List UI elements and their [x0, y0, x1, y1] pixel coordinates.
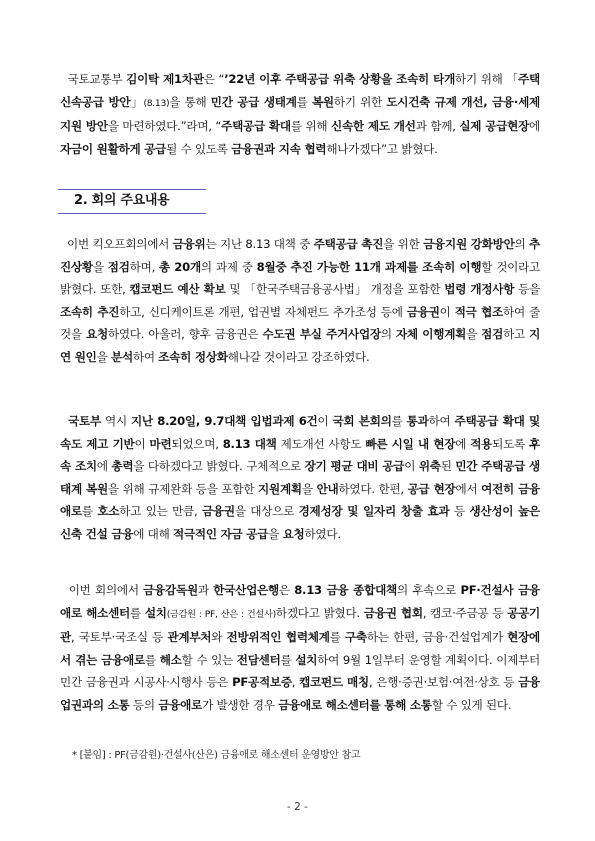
text-run-bold: 주택 신속공급 방안 — [60, 72, 540, 109]
text-run-bold: 마련 — [149, 436, 172, 451]
text-run: 을 마련하였다.”라며, “ — [107, 119, 222, 134]
text-run-bold: 도시건축 규제 개선, 금융·세제 지원 방안 — [60, 94, 540, 134]
section-heading — [58, 189, 206, 213]
text-run-bold: 금융애로 — [158, 697, 203, 712]
text-run: 를 — [329, 630, 345, 645]
text-run: 제도개선 사항도 — [276, 436, 366, 451]
text-run-bold: 조속히 추진 — [60, 304, 120, 319]
text-run-bold: 신속한 제도 개선 — [331, 119, 416, 134]
text-run: 해나가겠다”고 밝혔다. — [326, 141, 438, 156]
text-run: 및 「한국주택금융공사법」 개정을 포함한 — [225, 282, 445, 297]
text-run-bold: 추진상황 — [60, 237, 540, 274]
text-run: 할 수 있는 — [181, 652, 237, 667]
text-run-bold: 통과 — [406, 414, 429, 428]
text-run-bold: 여전히 금융 애로 — [60, 481, 541, 519]
text-run: 를 — [144, 652, 160, 667]
text-run: 하기 위한 — [333, 94, 387, 109]
text-run: 을 — [92, 259, 108, 274]
text-run: 하여 9월 1일부터 운영할 계획이다. 이제부터 민간 금융권과 시공사·시행사 등은 — [60, 652, 541, 690]
text-run-bold: 요청 — [86, 327, 108, 342]
text-run-bold: 공급 현장 — [407, 481, 456, 496]
text-run: , 은행·증권·보험·여전·상호 등 — [368, 675, 519, 690]
text-run-bold: 수도권 부실 주거사업장 — [262, 327, 381, 342]
text-run: 이 — [317, 414, 333, 428]
text-run: 과 함께, — [415, 119, 460, 134]
text-run-bold: 캡코펀드 예산 확보 — [129, 282, 226, 297]
text-run-bold: 금융애로 해소센터를 통해 소통 — [278, 697, 432, 712]
text-run-bold: 한국산업은행 — [213, 583, 279, 597]
text-run-bold: 적용 — [470, 436, 493, 451]
text-run: 된 — [440, 459, 456, 474]
section-rule-top — [58, 189, 206, 190]
text-run: 등을 — [514, 282, 541, 297]
text-run: 되었으며, — [171, 436, 223, 451]
text-run: 될 수 있도록 — [166, 141, 232, 156]
text-run-bold: 점검 — [481, 327, 504, 342]
text-run-small: (8.13) — [143, 97, 170, 109]
text-run-bold: 분석 — [111, 349, 133, 364]
text-run: 하여 — [132, 349, 159, 364]
text-run: 을 위해 규제완화 등을 포함한 — [107, 481, 259, 496]
paragraph-vice-minister-quote — [60, 68, 540, 160]
text-run-bold: 국토부 — [68, 414, 101, 428]
text-run-bold: 실제 공급현장 — [459, 119, 530, 134]
text-run: , 국토부·국조실 등 — [70, 630, 168, 645]
text-run: 이번 킥오프회의에서 — [67, 237, 173, 251]
text-run-bold: 금융감독원 — [143, 583, 198, 597]
text-run: 과 — [197, 583, 214, 597]
text-run: 를 위해 — [290, 119, 332, 134]
text-run-bold: 금융권과 지속 협력 — [231, 141, 327, 156]
text-run-bold: 총력 — [111, 459, 134, 474]
text-run-bold: 적극적인 자금 공급 — [173, 526, 269, 541]
text-run-bold: 공공기관 — [60, 605, 540, 645]
text-run-bold: 생산성이 높은 신축 건설 금융 — [60, 504, 540, 541]
text-run: 의 과제 중 — [200, 259, 257, 274]
text-run-bold: PF·건설사 금융애로 해소센터 — [60, 583, 540, 620]
text-run: 이 — [404, 459, 419, 474]
text-run: 을 대상으로 — [234, 504, 299, 519]
text-run-bold: 주택공급 확대 및 속도 제고 기반 — [60, 414, 540, 451]
text-run: 을 — [268, 526, 283, 541]
text-run: 의 — [514, 237, 530, 251]
text-run-bold: ’22년 이후 주택공급 위축 상황을 조속히 타개 — [224, 72, 456, 86]
text-run-bold: 복원 — [311, 94, 334, 109]
text-run-bold: 주택공급 촉진 — [313, 237, 384, 251]
text-run: 을 다하겠다고 밝혔다. 구체적으로 — [133, 459, 305, 474]
text-run-bold: 빠른 시일 내 현장 — [365, 436, 456, 451]
text-run: 을 통해 — [169, 94, 211, 109]
text-run: 하였다. 아울러, 향후 금융권은 — [107, 327, 263, 342]
paragraph-fsc — [60, 233, 540, 369]
text-run-bold: 전방위적인 협력체계 — [226, 630, 330, 645]
paragraph-fss-kdb — [60, 579, 540, 717]
text-run: 하는 한편, 금융·건설업계가 — [366, 630, 508, 645]
text-run: 역시 — [100, 414, 131, 428]
text-run-bold: 금융업권과의 소통 — [60, 675, 541, 712]
text-run: 은 — [278, 583, 295, 597]
text-run: 를 — [81, 504, 98, 519]
text-run: 를 — [280, 652, 296, 667]
text-run: 하여 — [428, 414, 455, 428]
section-rule-bottom — [58, 213, 206, 214]
text-run: 에 — [455, 436, 471, 451]
text-run: 하고 — [503, 327, 530, 342]
text-run-bold: 금융지원 강화방안 — [423, 237, 515, 251]
text-run: 가 발생한 경우 — [202, 697, 279, 712]
text-run-bold: 자금이 원활하게 공급 — [60, 141, 167, 156]
text-run-bold: 8.13 대책 — [222, 436, 277, 451]
text-run: 와 — [211, 630, 227, 645]
text-run-bold: 금융권 협회 — [363, 605, 423, 620]
text-run: 되도록 — [492, 436, 530, 451]
text-run: 하였다. — [304, 526, 341, 541]
text-run-bold: 법령 개정사항 — [444, 282, 515, 297]
text-run: 」 — [130, 94, 144, 109]
text-run: 등의 — [129, 697, 159, 712]
paragraph-molit — [60, 410, 540, 546]
text-run-bold: 전담센터 — [236, 652, 281, 667]
text-run-bold: 금융위 — [172, 237, 206, 251]
text-run: 이 — [439, 304, 455, 319]
text-run-bold: 민간 공급 생태계 — [210, 94, 297, 109]
text-run-bold: PF공적보증 — [232, 675, 292, 690]
text-run-bold: 적극 협조 — [454, 304, 504, 319]
text-run: 는 지난 8.13 대책 중 — [205, 237, 314, 251]
text-run: 를 — [129, 605, 145, 620]
text-run: 을 — [301, 481, 317, 496]
text-run: 은 “ — [203, 72, 225, 86]
page-number: - 2 - — [287, 801, 308, 813]
text-run-bold: 캡코펀드 매칭 — [299, 675, 369, 690]
text-run-bold: 민간 주택공급 생태계 복원 — [60, 459, 540, 496]
text-run: 에 대해 — [133, 526, 174, 541]
text-run: 에 — [529, 119, 540, 134]
text-run: 를 — [296, 94, 312, 109]
text-run-bold: 현장에서 겪는 금융애로 — [60, 630, 541, 667]
text-run: 에서 — [455, 481, 482, 496]
text-run: 을 위한 — [383, 237, 424, 251]
text-run: 하였다. 한편, — [338, 481, 408, 496]
text-run-bold: 총 20개 — [159, 259, 201, 274]
text-run-bold: 자체 이행계획 — [395, 327, 467, 342]
text-run: , — [291, 675, 300, 690]
text-run: 이 — [134, 436, 150, 451]
text-run: 국토교통부 — [67, 72, 127, 86]
text-run-bold: 요청 — [282, 526, 305, 541]
attachment-footnote: * [붙임] : PF(금감원)·건설사(산은) 금융애로 해소센터 운영방안 참고 — [72, 750, 361, 761]
text-run: 하고 있는 만큼, — [119, 504, 202, 519]
text-run: 하고, 신디케이트론 개편, 업권별 자체펀드 추가조성 등에 — [119, 304, 407, 319]
text-run-bold: 김이탁 제1차관 — [126, 72, 204, 86]
text-run-bold: 위축 — [418, 459, 441, 474]
text-run: 하여 줄 것을 — [60, 304, 540, 342]
text-run: 하며, — [129, 259, 160, 274]
text-run-small: (금감원 : PF, 산은 : 건설사) — [166, 608, 276, 620]
text-run: 의 후속으로 — [396, 583, 461, 597]
text-run-bold: 호소 — [97, 504, 120, 519]
text-run-bold: 금융권 — [201, 504, 235, 519]
text-run-bold: 장기 평균 대비 공급 — [304, 459, 405, 474]
text-run-bold: 국회 본회의 — [332, 414, 392, 428]
text-run-bold: 지연 원인 — [60, 327, 541, 364]
section-title: 2. 회의 주요내용 — [74, 193, 170, 208]
text-run-bold: 해소 — [159, 652, 182, 667]
text-run: 에 — [96, 459, 112, 474]
text-run-bold: 점검 — [107, 259, 130, 274]
text-run: 을 — [96, 349, 112, 364]
text-run-bold: 경제성장 및 일자리 창출 효과 — [298, 504, 450, 519]
text-run: 하기 위해 「 — [455, 72, 519, 86]
text-run: 할 것이라고 밝혔다. 또한, — [60, 259, 540, 297]
text-run-bold: 지원계획 — [258, 481, 302, 496]
text-run-bold: 구축 — [344, 630, 367, 645]
text-run: 를 — [391, 414, 407, 428]
text-run: 할 수 있게 된다. — [431, 697, 512, 712]
text-run-bold: 주택공급 확대 — [221, 119, 291, 134]
text-run: , 캠코·주금공 등 — [422, 605, 508, 620]
text-run-bold: 8.13 금융 종합대책 — [294, 583, 397, 597]
text-run-bold: 금융권 — [406, 304, 440, 319]
text-run-bold: 조속히 정상화 — [158, 349, 228, 364]
text-run-bold: 안내 — [316, 481, 339, 496]
text-run-bold: 8월중 추진 가능한 11개 과제를 조속히 이행 — [256, 259, 482, 274]
text-run: 을 — [466, 327, 482, 342]
text-run-bold: 설치 — [144, 605, 167, 620]
text-run: 의 — [380, 327, 396, 342]
text-run: 등 — [449, 504, 470, 519]
text-run-bold: 지난 8.20일, 9.7대책 입법과제 6건 — [130, 414, 318, 428]
text-run: 하겠다고 밝혔다. — [275, 605, 364, 620]
text-run-bold: 관계부처 — [167, 630, 212, 645]
text-run: 해나갈 것이라고 강조하였다. — [227, 349, 370, 364]
text-run-bold: 설치 — [295, 652, 318, 667]
text-run: 이번 회의에서 — [68, 583, 144, 597]
text-run-bold: 후속 조치 — [60, 436, 540, 474]
